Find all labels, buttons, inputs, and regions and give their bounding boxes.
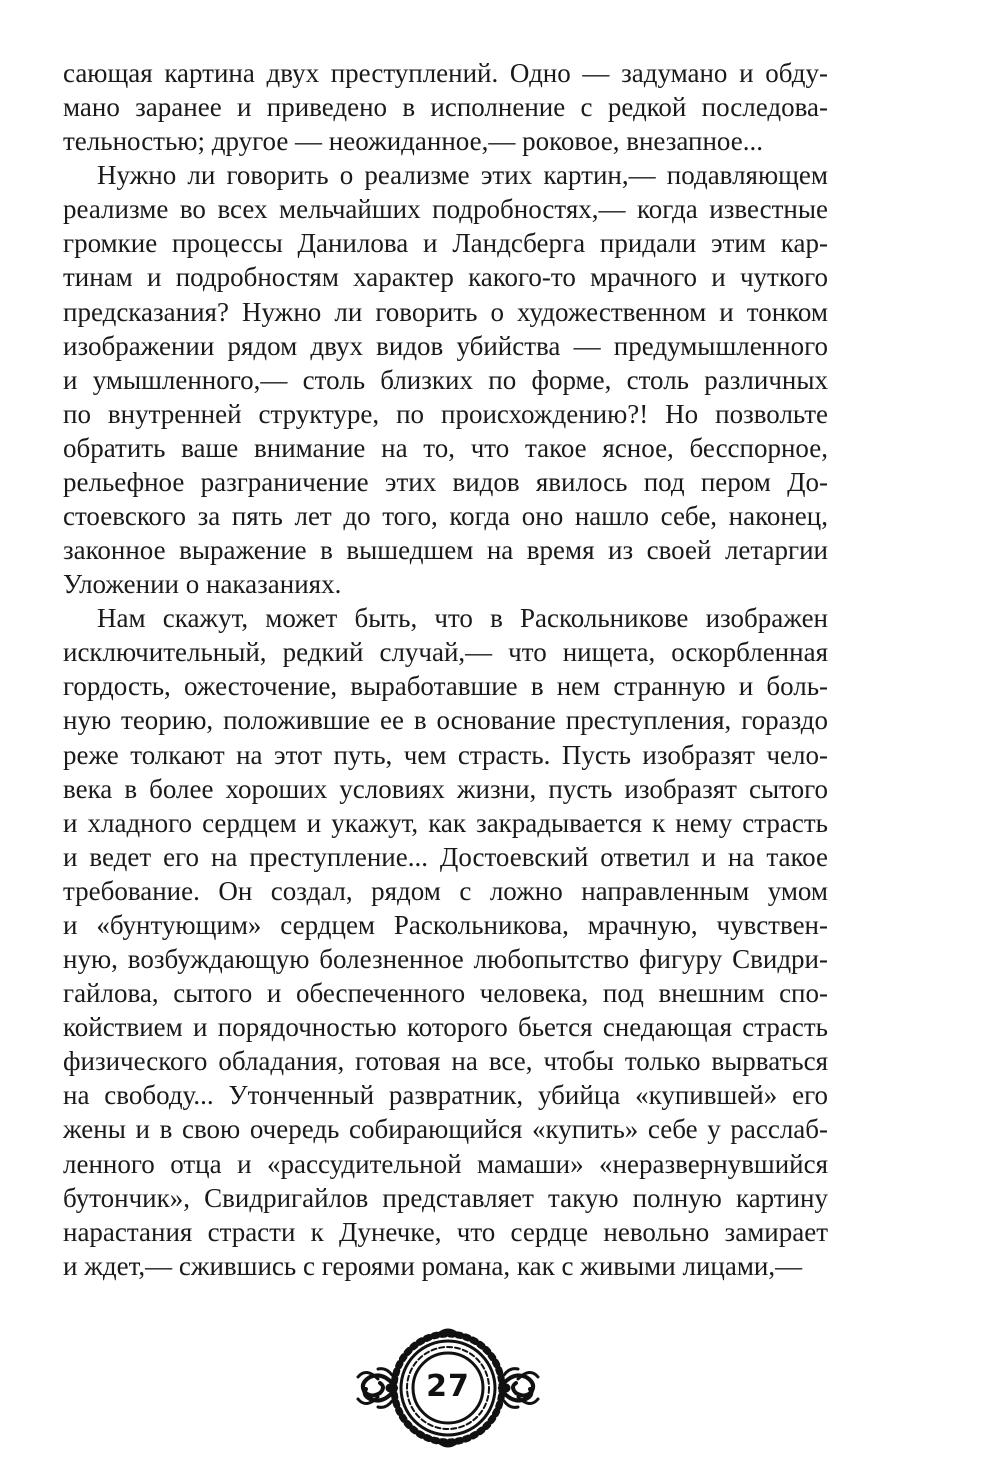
- paragraph-first-line: сающая картина двух преступлений. Одно — задумано и обду-: [63, 58, 828, 88]
- paragraph-line: физического обладания, готовая на все, чтобы только вырваться: [63, 1046, 828, 1077]
- page-number: 27: [426, 1369, 470, 1404]
- paragraph-line: жены и в свою очередь собирающийся «купить» себе у расслаб-: [63, 1114, 828, 1145]
- paragraph-first-line: Нам скажут, может быть, что в Раскольникове изображен: [97, 603, 828, 634]
- paragraph-line: изображении рядом двух видов убийства — предумышленного: [63, 330, 828, 361]
- paragraph-line: предсказания? Нужно ли говорить о художественном и тонком: [63, 296, 828, 327]
- paragraph-line: стоевского за пять лет до того, когда оно нашло себе, наконец,: [63, 501, 828, 532]
- paragraph-line: и хладного сердцем и укажут, как закрадывается к нему страсть: [63, 807, 828, 838]
- paragraph-first-line: Нужно ли говорить о реализме этих картин,— подавляющем: [97, 160, 828, 191]
- paragraph-line: гайлова, сытого и обеспеченного человека, под внешним спо-: [63, 978, 828, 1009]
- paragraph-line: и умышленного,— столь близких по форме, столь различных: [63, 364, 828, 395]
- paragraph-line: реализме во всех мельчайших подробностях,— когда известные: [63, 194, 828, 225]
- paragraph-line: ную, возбуждающую болезненное любопытство фигуру Свидри-: [63, 944, 828, 975]
- paragraph-line: и ведет его на преступление... Достоевский ответил и на такое: [63, 841, 828, 872]
- paragraph-line: тельностью; другое — неожиданное,— роковое, внезапное...: [63, 126, 763, 157]
- paragraph-line: реже толкают на этот путь, чем страсть. Пусть изобразят чело-: [63, 739, 828, 770]
- paragraph-line: бутончик», Свидригайлов представляет такую полную картину: [63, 1182, 828, 1213]
- paragraph-line: на свободу... Утонченный развратник, убийца «купившей» его: [63, 1080, 828, 1111]
- paragraph-line: нарастания страсти к Дунечке, что сердце невольно замирает: [63, 1216, 828, 1247]
- paragraph-line: исключительный, редкий случай,— что нищета, оскорбленная: [63, 637, 828, 668]
- paragraph-line: требование. Он создал, рядом с ложно направленным умом: [63, 875, 828, 906]
- paragraph-line: ную теорию, положившие ее в основание преступления, гораздо: [63, 705, 828, 736]
- paragraph-line: века в более хороших условиях жизни, пусть изобразят сытого: [63, 773, 828, 804]
- paragraph-line: тинам и подробностям характер какого-то мрачного и чуткого: [63, 262, 828, 293]
- paragraph-line: рельефное разграничение этих видов явилось под пером До-: [63, 466, 828, 497]
- paragraph-line: и ждет,— сжившись с героями романа, как с живыми лицами,—: [63, 1250, 803, 1281]
- paragraph-line: ленного отца и «рассудительной мамаши» «неразвернувшийся: [63, 1148, 828, 1179]
- paragraph-line: мано заранее и приведено в исполнение с редкой последова-: [63, 92, 828, 123]
- paragraph-line: громкие процессы Данилова и Ландсберга придали этим кар-: [63, 228, 828, 259]
- paragraph-line: законное выражение в вышедшем на время из своей летаргии: [63, 535, 828, 566]
- body-text: [63, 56, 828, 1283]
- paragraph-line: по внутренней структуре, по происхождению?! Но позвольте: [63, 398, 828, 429]
- paragraph-line: обратить ваше внимание на то, что такое ясное, бесспорное,: [63, 432, 828, 463]
- paragraph-line: Уложении о наказаниях.: [63, 569, 342, 600]
- paragraph-line: гордость, ожесточение, выработавшие в нем странную и боль-: [63, 671, 828, 702]
- paragraph-line: и «бунтующим» сердцем Раскольникова, мрачную, чувствен-: [63, 909, 828, 940]
- paragraph-line: койствием и порядочностью которого бьется снедающая страсть: [63, 1012, 828, 1043]
